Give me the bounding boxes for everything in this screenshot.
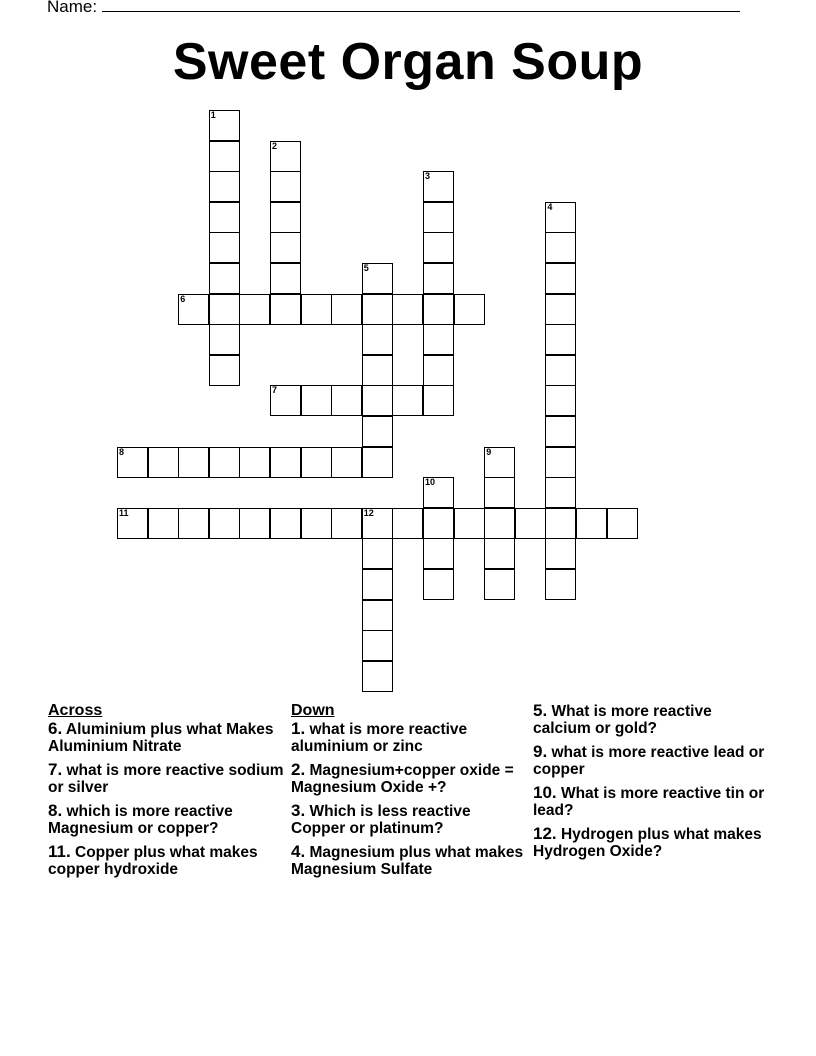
grid-cell[interactable]: [545, 263, 576, 294]
grid-cell[interactable]: [545, 508, 576, 539]
cell-number: 11: [119, 507, 129, 518]
grid-cell[interactable]: [270, 141, 301, 172]
grid-cell[interactable]: [209, 447, 240, 478]
grid-cell[interactable]: [423, 508, 454, 539]
grid-cell[interactable]: [239, 294, 270, 325]
grid-cell[interactable]: [178, 447, 209, 478]
grid-cell[interactable]: [362, 416, 393, 447]
cell-number: 4: [547, 201, 553, 212]
cell-number: 12: [363, 507, 374, 518]
grid-cell[interactable]: [270, 263, 301, 294]
grid-cell[interactable]: [301, 447, 332, 478]
grid-cell[interactable]: [362, 385, 393, 416]
grid-cell[interactable]: [484, 538, 515, 569]
grid-cell[interactable]: [423, 569, 454, 600]
grid-cell[interactable]: [270, 171, 301, 202]
clue-down-10: 10. What is more reactive tin or lead?: [533, 783, 765, 819]
grid-cell[interactable]: [209, 355, 240, 386]
grid-cell[interactable]: [423, 171, 454, 202]
grid-cell[interactable]: [209, 202, 240, 233]
name-field[interactable]: [47, 0, 740, 17]
cell-number: 7: [272, 385, 278, 396]
clue-across-11: 11. Copper plus what makes copper hydroxide: [48, 842, 258, 878]
grid-cell[interactable]: [239, 508, 270, 539]
grid-cell[interactable]: [331, 508, 362, 539]
grid-cell[interactable]: [392, 508, 423, 539]
grid-cell[interactable]: [607, 508, 638, 539]
grid-cell[interactable]: [484, 508, 515, 539]
grid-cell[interactable]: [117, 447, 148, 478]
grid-cell[interactable]: [117, 508, 148, 539]
clue-across-6: 6. Aluminium plus what Makes Aluminium Nitrate: [48, 719, 274, 755]
grid-cell[interactable]: [209, 324, 240, 355]
grid-cell[interactable]: [423, 263, 454, 294]
grid-cell[interactable]: [454, 508, 485, 539]
cell-number: 1: [210, 110, 216, 120]
grid-cell[interactable]: [301, 508, 332, 539]
grid-cell[interactable]: [209, 263, 240, 294]
clue-down-4: 4. Magnesium plus what makes Magnesium Sulfate: [291, 842, 524, 878]
grid-cell[interactable]: [362, 630, 393, 661]
clue-across-7: 7. what is more reactive sodium or silver: [48, 760, 284, 796]
cell-number: 5: [363, 263, 369, 273]
grid-cell[interactable]: [148, 508, 179, 539]
grid-cell[interactable]: [545, 385, 576, 416]
name-underline[interactable]: [102, 0, 740, 12]
grid-cell[interactable]: [362, 447, 393, 478]
grid-cell[interactable]: [423, 294, 454, 325]
cell-number: 3: [425, 171, 431, 182]
grid-cell[interactable]: [545, 447, 576, 478]
clue-down-12: 12. Hydrogen plus what makes Hydrogen Oxide?: [533, 824, 762, 860]
grid-cell[interactable]: [270, 294, 301, 325]
grid-cell[interactable]: [362, 538, 393, 569]
grid-cell[interactable]: [423, 202, 454, 233]
clue-down-3: 3. Which is less reactive Copper or platinum?: [291, 801, 471, 837]
grid-cell[interactable]: [423, 538, 454, 569]
grid-cell[interactable]: [178, 294, 209, 325]
grid-cell[interactable]: [209, 141, 240, 172]
grid-cell[interactable]: [301, 385, 332, 416]
grid-cell[interactable]: [362, 263, 393, 294]
grid-cell[interactable]: [484, 447, 515, 478]
grid-cell[interactable]: [423, 385, 454, 416]
grid-cell[interactable]: [392, 385, 423, 416]
grid-cell[interactable]: [209, 110, 240, 141]
grid-cell[interactable]: [392, 294, 423, 325]
grid-cell[interactable]: [484, 477, 515, 508]
grid-cell[interactable]: [209, 294, 240, 325]
grid-cell[interactable]: [270, 232, 301, 263]
grid-cell[interactable]: [362, 508, 393, 539]
grid-cell[interactable]: [423, 324, 454, 355]
grid-cell[interactable]: [362, 294, 393, 325]
name-label: Name:: [47, 0, 98, 16]
clue-down-9: 9. what is more reactive lead or copper: [533, 742, 765, 778]
grid-cell[interactable]: [270, 508, 301, 539]
grid-cell[interactable]: [545, 569, 576, 600]
grid-cell[interactable]: [545, 324, 576, 355]
grid-cell[interactable]: [454, 294, 485, 325]
grid-cell[interactable]: [331, 294, 362, 325]
grid-cell[interactable]: [545, 294, 576, 325]
clue-down-2: 2. Magnesium+copper oxide = Magnesium Oxide +?: [291, 760, 514, 796]
cell-number: 2: [272, 140, 278, 151]
grid-cell[interactable]: [515, 508, 546, 539]
grid-cell[interactable]: [545, 477, 576, 508]
grid-cell[interactable]: [545, 355, 576, 386]
grid-cell[interactable]: [148, 447, 179, 478]
puzzle-title: Sweet Organ Soup: [172, 33, 644, 91]
grid-cell[interactable]: [239, 447, 270, 478]
grid-cell[interactable]: [362, 661, 393, 692]
down-heading: Down: [291, 702, 335, 719]
cell-number: 6: [180, 293, 186, 304]
cell-number: 8: [119, 446, 125, 457]
grid-cell[interactable]: [270, 385, 301, 416]
clue-across-8: 8. which is more reactive Magnesium or copper?: [48, 801, 233, 837]
grid-cell[interactable]: [362, 355, 393, 386]
grid-cell[interactable]: [362, 569, 393, 600]
grid-cell[interactable]: [270, 202, 301, 233]
across-heading: Across: [48, 702, 103, 719]
grid-cell[interactable]: [576, 508, 607, 539]
clue-down-5: 5. What is more reactive calcium or gold?: [533, 701, 712, 737]
across-clues: [48, 702, 284, 884]
grid-cell[interactable]: [270, 447, 301, 478]
grid-cell[interactable]: [178, 508, 209, 539]
grid-cell[interactable]: [545, 232, 576, 263]
down-clues-continued: [533, 702, 773, 866]
grid-cell[interactable]: [209, 508, 240, 539]
grid-cell[interactable]: [423, 355, 454, 386]
grid-cell[interactable]: [423, 232, 454, 263]
clue-down-1: 1. what is more reactive aluminium or zinc: [291, 719, 468, 755]
down-clues: [291, 702, 527, 884]
grid-cell[interactable]: [301, 294, 332, 325]
grid-cell[interactable]: [545, 416, 576, 447]
grid-cell[interactable]: [362, 600, 393, 631]
cell-number: 10: [425, 477, 436, 488]
grid-cell[interactable]: [545, 202, 576, 233]
grid-cell[interactable]: [545, 538, 576, 569]
grid-cell[interactable]: [209, 171, 240, 202]
grid-cell[interactable]: [362, 324, 393, 355]
cell-number: 9: [486, 446, 492, 457]
grid-cell[interactable]: [331, 447, 362, 478]
grid-cell[interactable]: [484, 569, 515, 600]
grid-cell[interactable]: [209, 232, 240, 263]
grid-cell[interactable]: [331, 385, 362, 416]
grid-cell[interactable]: [423, 477, 454, 508]
